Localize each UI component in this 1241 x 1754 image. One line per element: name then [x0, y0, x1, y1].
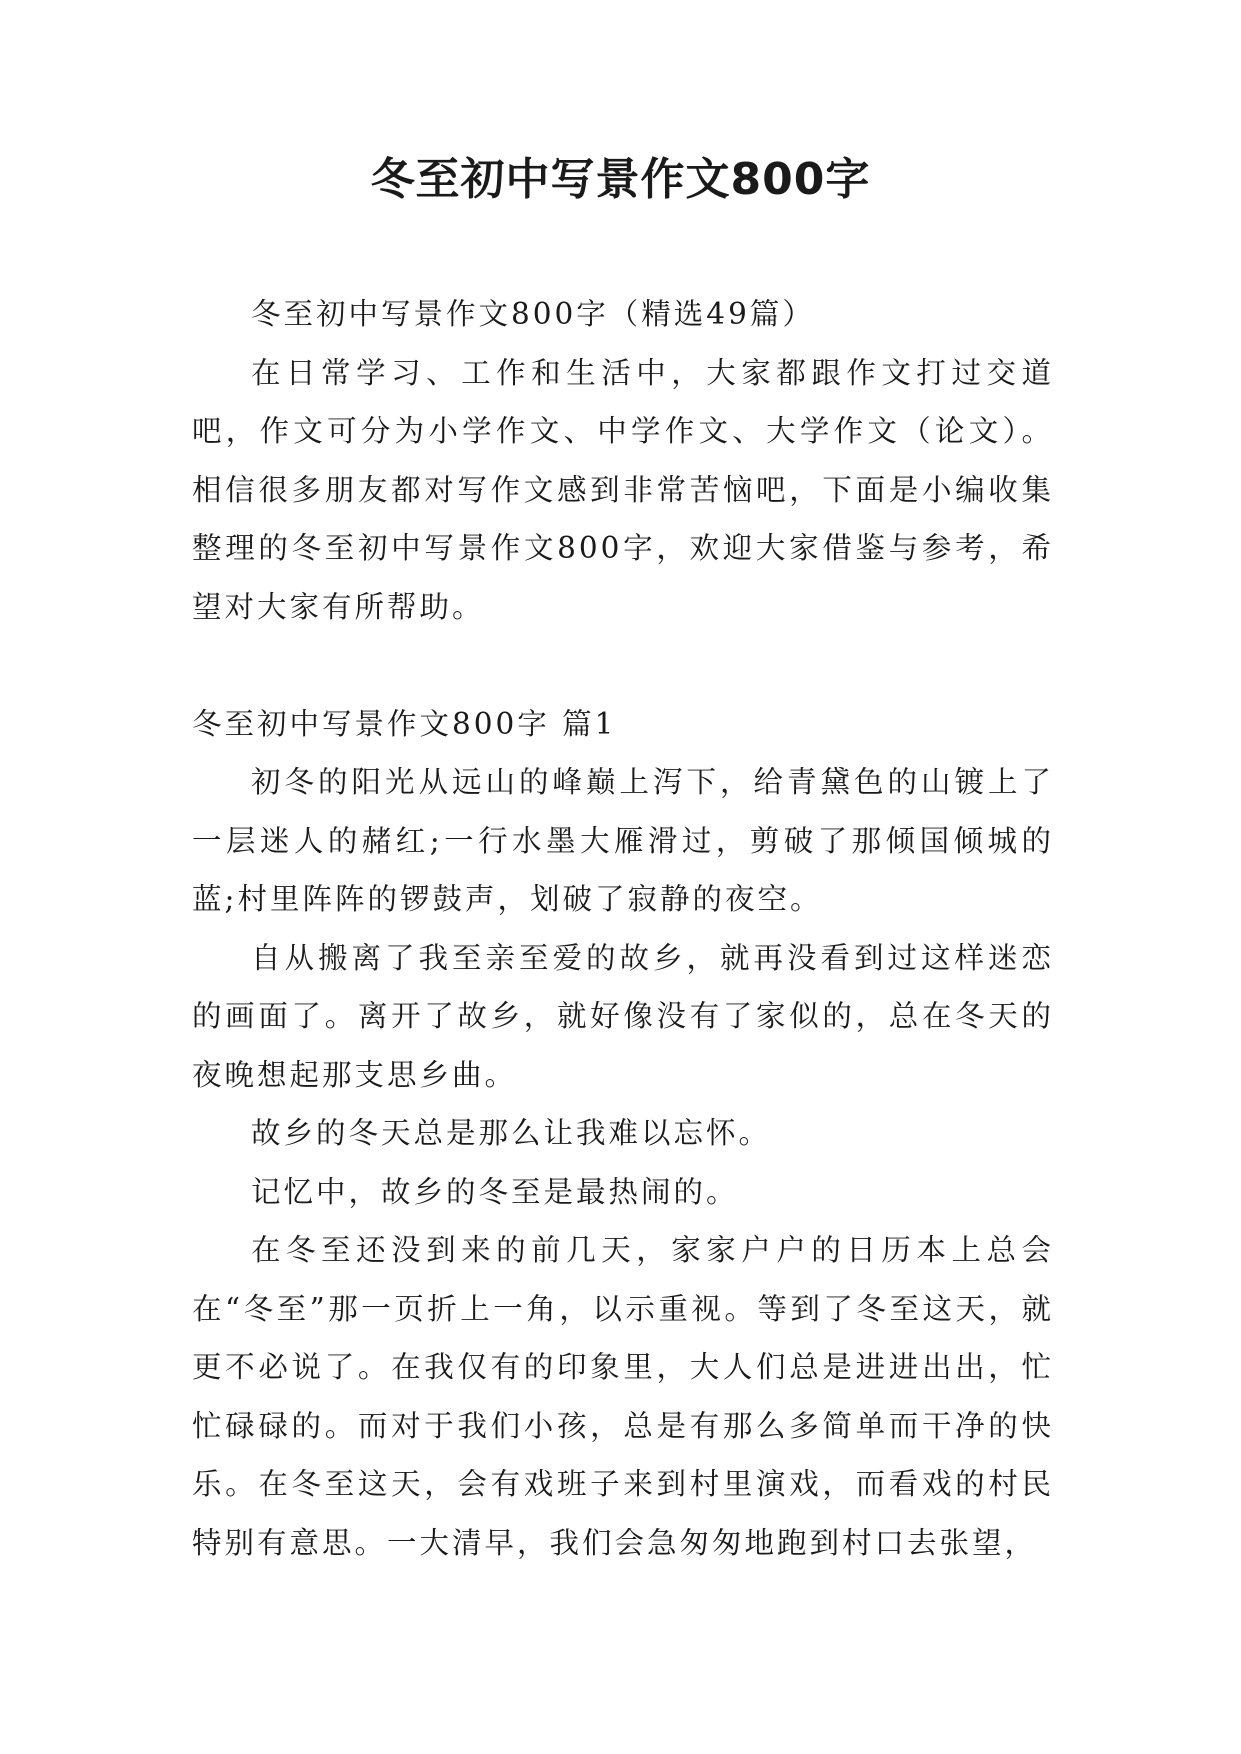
- document-body: [192, 285, 1054, 1572]
- intro-paragraph: 在日常学习、工作和生活中，大家都跟作文打过交道吧，作文可分为小学作文、中学作文、大学作文（论文）。相信很多朋友都对写作文感到非常苦恼吧，下面是小编收集整理的冬至初中写景作文800字，欢迎大家借鉴与参考，希望对大家有所帮助。: [192, 355, 1054, 624]
- section-heading: 冬至初中写景作文800字 篇1: [192, 706, 617, 741]
- body-paragraph: 初冬的阳光从远山的峰巅上泻下，给青黛色的山镀上了一层迷人的赭红;一行水墨大雁滑过，剪破了那倾国倾城的蓝;村里阵阵的锣鼓声，划破了寂静的夜空。: [192, 765, 1054, 916]
- body-paragraph: 在冬至还没到来的前几天，家家户户的日历本上总会在“冬至”那一页折上一角，以示重视。等到了冬至这天，就更不必说了。在我仅有的印象里，大人们总是进进出出，忙忙碌碌的。而对于我们小孩，总是有那么多简单而干净的快乐。在冬至这天，会有戏班子来到村里演戏，而看戏的村民特别有意思。一大清早，我们会急匆匆地跑到村口去张望，: [192, 1233, 1054, 1560]
- intro-subtitle: 冬至初中写景作文800字（精选49篇）: [251, 297, 815, 331]
- body-paragraph: 故乡的冬天总是那么让我难以忘怀。: [251, 1116, 772, 1150]
- body-paragraph: 记忆中，故乡的冬至是最热闹的。: [251, 1174, 739, 1209]
- body-paragraph: 自从搬离了我至亲至爱的故乡，就再没看到过这样迷恋的画面了。离开了故乡，就好像没有了家似的，总在冬天的夜晚想起那支思乡曲。: [192, 940, 1054, 1092]
- document-title: 冬至初中写景作文800字: [370, 154, 871, 205]
